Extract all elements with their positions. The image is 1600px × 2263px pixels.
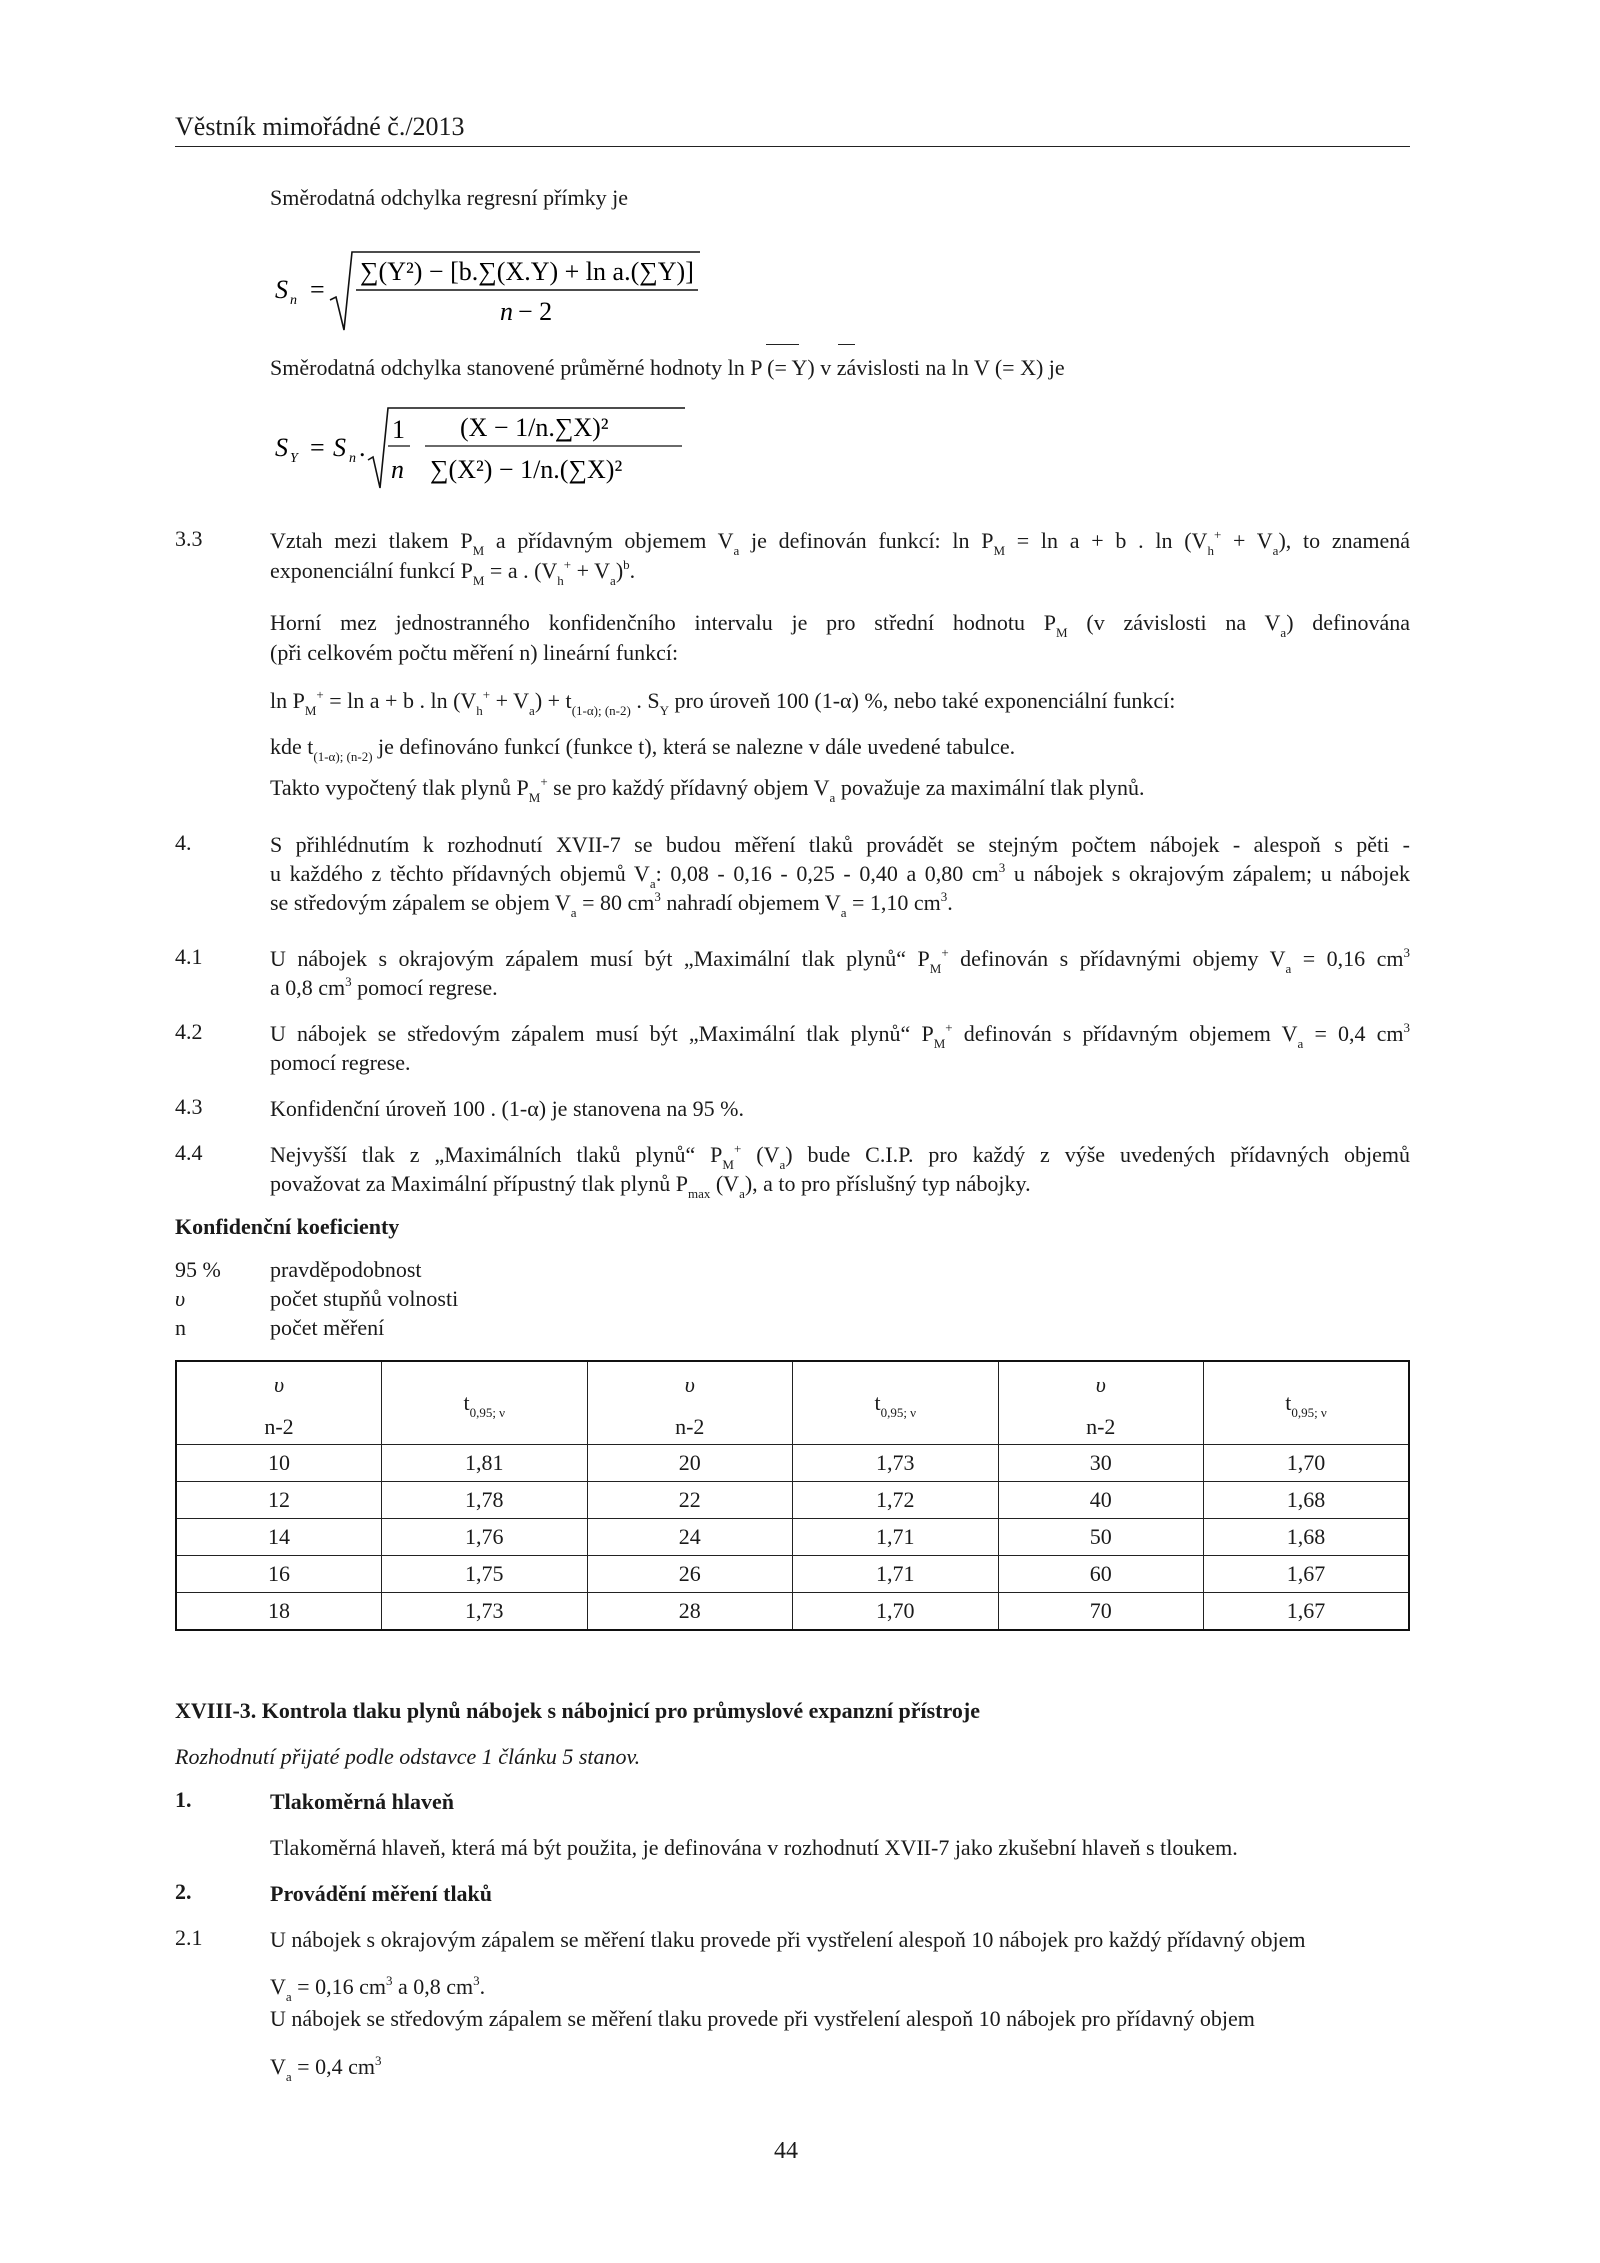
section-num-4-3: 4.3 <box>175 1094 203 1119</box>
overline-y <box>838 344 855 345</box>
s33-line-1: Vztah mezi tlakem $P_M$ a přídavným objemem $V_a$ je definován funkcí: $\ln P_M = \ln a + b$ . $\ln (V_h^+ + V_a)$, to znamená <box>270 527 1411 558</box>
table-cell: 1,75 <box>382 1556 588 1593</box>
text: = a . (V <box>489 558 558 583</box>
text: P <box>675 1171 688 1196</box>
header-t-sub: 0,95; ν <box>880 1405 917 1420</box>
table-cell: 1,73 <box>793 1445 999 1482</box>
text: pomocí regrese. <box>357 975 498 1000</box>
text: ) <box>615 558 624 583</box>
s4-line-2: u každého z těchto přídavných objemů $V_a$: 0,08 - 0,16 - 0,25 - 0,40 a 0,80 $cm^3$ u nábojek s okrajovým zápalem; u nábojek <box>270 860 1410 891</box>
text: a 0,8 cm <box>270 975 346 1000</box>
text: : 0,08 - 0,16 - 0,25 - 0,40 a 0,80 cm <box>655 861 999 886</box>
table-cell: 20 <box>587 1445 793 1482</box>
table-cell: 14 <box>176 1519 382 1556</box>
s21-line-4: $V_a = 0,4$ $cm^3$ <box>270 2053 382 2084</box>
header-cell <box>1204 1361 1410 1445</box>
table-cell: 16 <box>176 1556 382 1593</box>
s33-para-2-line-1: Horní mez jednostranného konfidenčního intervalu je pro střední hodnotu $P_M$ (v závislosti na $V_a$) definována <box>270 610 1411 640</box>
conf-def-text: počet měření <box>270 1315 385 1340</box>
text: V <box>270 2054 286 2079</box>
section-num-4-2: 4.2 <box>175 1019 203 1044</box>
text: = 80 cm <box>582 890 655 915</box>
text: Nejvyšší tlak z „Maximálních tlaků plynů“ <box>270 1142 696 1167</box>
table-cell: 1,68 <box>1204 1482 1410 1519</box>
header-cell <box>793 1361 999 1445</box>
text: Horní mez jednostranného konfidenčního intervalu je pro střední hodnotu P <box>270 610 1057 635</box>
text: nahradí objemem V <box>666 890 841 915</box>
section-num-1: 1. <box>175 1787 192 1812</box>
svg-text:Y: Y <box>290 451 298 466</box>
section-num-4-1: 4.1 <box>175 944 203 969</box>
text: . <box>479 1974 486 1999</box>
text: (V <box>756 1142 780 1167</box>
text: ) definována <box>1286 610 1411 635</box>
table-cell: 1,67 <box>1204 1593 1410 1631</box>
text: u nábojek s okrajovým zápalem; u nábojek <box>1013 861 1410 886</box>
table-row <box>176 1445 1409 1482</box>
text: U nábojek se středovým zápalem musí být „Maximální tlak plynů“ P <box>270 1021 934 1046</box>
header-n-2: n-2 <box>1086 1414 1116 1439</box>
header-rule <box>175 146 1410 147</box>
s44-line-2: považovat za Maximální přípustný tlak plynů $P_{max}$ $(V_a)$, a to pro příslušný typ nábojky. <box>270 1171 1031 1201</box>
section-num-2-1: 2.1 <box>175 1925 203 1950</box>
section-subtitle: Rozhodnutí přijaté podle odstavce 1 článku 5 stanov. <box>175 1744 641 1769</box>
text: a přídavným objemem V <box>495 528 734 553</box>
conf-def-text: pravděpodobnost <box>270 1257 422 1282</box>
formula-sn <box>270 240 730 346</box>
svg-text:.: . <box>359 433 366 462</box>
table-cell: 1,67 <box>1204 1556 1410 1593</box>
s44-line-1: Nejvyšší tlak z „Maximálních tlaků plynů“ $P_M^+$ $(V_a)$ bude C.I.P. pro každý z výše uvedených přídavných objemů <box>270 1141 1411 1172</box>
section-num-4: 4. <box>175 830 192 855</box>
table-cell: 1,81 <box>382 1445 588 1482</box>
header-t: t <box>874 1390 881 1415</box>
text: = ln a + b . ln (V <box>329 688 477 713</box>
svg-text:1: 1 <box>392 415 405 444</box>
s33-line-5: Takto vypočtený tlak plynů $P_M^+$ se pro každý přídavný objem $V_a$ považuje za maximální tlak plynů. <box>270 774 1145 805</box>
table-cell: 40 <box>998 1482 1204 1519</box>
header-n-2: n-2 <box>675 1414 705 1439</box>
text: V <box>270 1974 286 1999</box>
formula-sy <box>270 400 700 506</box>
text: = 0,16 cm <box>1302 946 1404 971</box>
conf-def-text: počet stupňů volnosti <box>270 1286 459 1311</box>
svg-text:(X − 1/n.∑X)²: (X − 1/n.∑X)² <box>460 413 609 442</box>
s33-para-2-line-2: (při celkovém počtu měření n) lineární funkcí: <box>270 640 679 665</box>
text: je definováno funkcí (funkce t), která se nalezne v dále uvedené tabulce. <box>378 734 1016 759</box>
conf-heading: Konfidenční koeficienty <box>175 1214 400 1239</box>
text: + V <box>495 688 530 713</box>
s4-line-3: se středovým zápalem se objem $V_a = 80$ $cm^3$ nahradí objemem $V_a = 1,10$ $cm^3$. <box>270 889 953 920</box>
s21-line-2: $V_a = 0,16$ $cm^3$ a 0,8 $cm^3$. <box>270 1973 486 2004</box>
svg-text:∑(X²) − 1/n.(∑X)²: ∑(X²) − 1/n.(∑X)² <box>430 455 623 484</box>
sy-intro: Směrodatná odchylka stanovené průměrné hodnoty ln P (= Y) v závislosti na ln V (= X) je <box>270 355 1065 380</box>
s33-line-4: kde $t_{(1-\alpha); (n-2)}$ je definováno funkcí (funkce t), která se nalezne v dále uvedené tabulce. <box>270 734 1016 764</box>
table-cell: 70 <box>998 1593 1204 1631</box>
text: definován s přídavným objemem V <box>963 1021 1298 1046</box>
page-number: 44 <box>774 2138 798 2164</box>
conf-def-sym: 95 % <box>175 1257 221 1282</box>
s42-line-2: pomocí regrese. <box>270 1050 411 1075</box>
table-row <box>176 1482 1409 1519</box>
table-row <box>176 1519 1409 1556</box>
text: u každého z těchto přídavných objemů V <box>270 861 650 886</box>
table-header-row <box>176 1361 1409 1445</box>
header-n-2: n-2 <box>264 1414 294 1439</box>
section-num-2: 2. <box>175 1879 192 1904</box>
text: exponenciální funkcí P <box>270 558 473 583</box>
svg-text:S: S <box>275 433 288 462</box>
svg-text:n: n <box>349 451 356 466</box>
svg-text:S: S <box>333 433 346 462</box>
table-row <box>176 1556 1409 1593</box>
svg-text:=: = <box>310 433 325 462</box>
s1-text: Tlakoměrná hlaveň, která má být použita, je definována v rozhodnutí XVII-7 jako zkušební hlaveň s tloukem. <box>270 1835 1238 1860</box>
text: a 0,8 cm <box>397 1974 474 1999</box>
text: kde t <box>270 734 314 759</box>
header-t-sub: 0,95; ν <box>1291 1405 1327 1420</box>
table-cell: 60 <box>998 1556 1204 1593</box>
table-cell: 12 <box>176 1482 382 1519</box>
overline-lnp <box>766 344 799 345</box>
header-upsilon: υ <box>273 1372 285 1397</box>
header-cell <box>998 1361 1204 1445</box>
text: se pro každý přídavný objem V <box>553 775 830 800</box>
header-t: t <box>1285 1390 1292 1415</box>
table-cell: 1,71 <box>793 1519 999 1556</box>
header-t-sub: 0,95; ν <box>469 1405 506 1420</box>
svg-text:n: n <box>290 293 297 308</box>
table-cell: 1,70 <box>793 1593 999 1631</box>
table-cell: 24 <box>587 1519 793 1556</box>
t-coefficient-table <box>175 1360 1410 1631</box>
s21-line-3: U nábojek se středovým zápalem se měření tlaku provede při vystřelení alespoň 10 nábojek pro přídavný objem <box>270 2006 1255 2031</box>
text: . S <box>636 688 660 713</box>
table-row <box>176 1593 1409 1631</box>
svg-text:S: S <box>275 275 288 304</box>
text: + V <box>1233 528 1273 553</box>
header-upsilon: υ <box>684 1372 695 1397</box>
svg-text:n: n <box>500 297 513 326</box>
s41-line-1: U nábojek s okrajovým zápalem musí být „Maximální tlak plynů“ $P_M^+$ definován s přídavnými objemy $V_a = 0,16$ $cm^3$ <box>270 945 1411 976</box>
s43-text: Konfidenční úroveň 100 . (1-α) je stanovena na 95 %. <box>270 1096 744 1121</box>
text: ln P <box>270 688 305 713</box>
header-cell <box>587 1361 793 1445</box>
s21-line-1: U nábojek s okrajovým zápalem se měření tlaku provede při vystřelení alespoň 10 nábojek pro každý přídavný objem <box>270 1927 1306 1952</box>
table-cell: 1,78 <box>382 1482 588 1519</box>
text: + V <box>576 558 611 583</box>
header-upsilon: υ <box>1095 1372 1106 1397</box>
table-cell: 50 <box>998 1519 1204 1556</box>
table-cell: 28 <box>587 1593 793 1631</box>
svg-text:=: = <box>310 275 325 304</box>
text: pro úroveň 100 (1-α) %, nebo také exponenciální funkcí: <box>674 688 1176 713</box>
text: považovat za Maximální přípustný tlak plynů <box>270 1171 671 1196</box>
s42-line-1: U nábojek se středovým zápalem musí být „Maximální tlak plynů“ $P_M^+$ definován s přídavným objemem $V_a = 0,4$ $cm^3$ <box>270 1020 1410 1051</box>
table-cell: 10 <box>176 1445 382 1482</box>
text: definován s přídavnými objemy V <box>960 946 1286 971</box>
svg-text:− 2: − 2 <box>518 297 553 326</box>
text: = ln a + b . ln (V <box>1016 528 1208 553</box>
section-num-3-3: 3.3 <box>175 526 203 551</box>
text: Vztah mezi tlakem P <box>270 528 473 553</box>
conf-def-sym: υ <box>175 1286 186 1311</box>
text: = 0,16 cm <box>297 1974 386 1999</box>
text: považuje za maximální tlak plynů. <box>840 775 1145 800</box>
sn-intro: Směrodatná odchylka regresní přímky je <box>270 185 629 210</box>
table-cell: 22 <box>587 1482 793 1519</box>
text: . <box>947 890 953 915</box>
text: = 0,4 cm <box>1314 1021 1404 1046</box>
svg-text:n: n <box>391 455 404 484</box>
text: ), a to pro příslušný typ nábojky. <box>744 1171 1031 1196</box>
text: se středovým zápalem se objem V <box>270 890 571 915</box>
table-cell: 18 <box>176 1593 382 1631</box>
table-cell: 1,71 <box>793 1556 999 1593</box>
table-cell: 1,73 <box>382 1593 588 1631</box>
header-cell <box>382 1361 588 1445</box>
section-num-4-4: 4.4 <box>175 1140 203 1165</box>
s41-line-2: a 0,8 $cm^3$ pomocí regrese. <box>270 974 498 1000</box>
text: = 1,10 cm <box>851 890 941 915</box>
s1-heading: Tlakoměrná hlaveň <box>270 1789 454 1814</box>
svg-text:∑(Y²) − [b.∑(X.Y) + ln a.(∑Y)]: ∑(Y²) − [b.∑(X.Y) + ln a.(∑Y)] <box>360 257 694 286</box>
table-cell: 1,72 <box>793 1482 999 1519</box>
header-cell <box>176 1361 382 1445</box>
conf-def-sym: n <box>175 1315 186 1340</box>
s2-heading: Provádění měření tlaků <box>270 1881 493 1906</box>
text: (v závislosti na V <box>1086 610 1281 635</box>
table-cell: 1,70 <box>1204 1445 1410 1482</box>
header-t: t <box>463 1390 470 1415</box>
text: je definován funkcí: ln P <box>751 528 994 553</box>
s33-line-2: exponenciální funkcí $P_M = a$ . $(V_h^+ + V_a)^b$. <box>270 557 636 588</box>
section-title-xviii-3: XVIII-3. Kontrola tlaku plynů nábojek s nábojnicí pro průmyslové expanzní přístroje <box>175 1698 980 1723</box>
text: ) + t <box>534 688 572 713</box>
table-cell: 30 <box>998 1445 1204 1482</box>
table-cell: 1,68 <box>1204 1519 1410 1556</box>
text: ) bude C.I.P. pro každý z výše uvedených přídavných objemů <box>785 1142 1411 1167</box>
text: Takto vypočtený tlak plynů P <box>270 775 529 800</box>
table-cell: 26 <box>587 1556 793 1593</box>
running-header: Věstník mimořádné č./2013 <box>175 112 465 141</box>
text: U nábojek s okrajovým zápalem musí být „Maximální tlak plynů“ P <box>270 946 930 971</box>
s4-line-1: S přihlédnutím k rozhodnutí XVII-7 se budou měření tlaků provádět se stejným počtem nábojek - alespoň s pěti - <box>270 832 1410 857</box>
text: ), to znamená <box>1278 528 1411 553</box>
text: = 0,4 cm <box>297 2054 375 2079</box>
table-cell: 1,76 <box>382 1519 588 1556</box>
text: (V <box>715 1171 740 1196</box>
s33-line-3: $\ln P_M^+ = \ln a + b$ . $\ln (V_h^+ + V_a) + t_{(1-\alpha); (n-2)}$ . $S_Y$ pro úroveň 100 (1-α) %, nebo také exponenciální funkcí: <box>270 687 1176 718</box>
text: P <box>710 1142 723 1167</box>
